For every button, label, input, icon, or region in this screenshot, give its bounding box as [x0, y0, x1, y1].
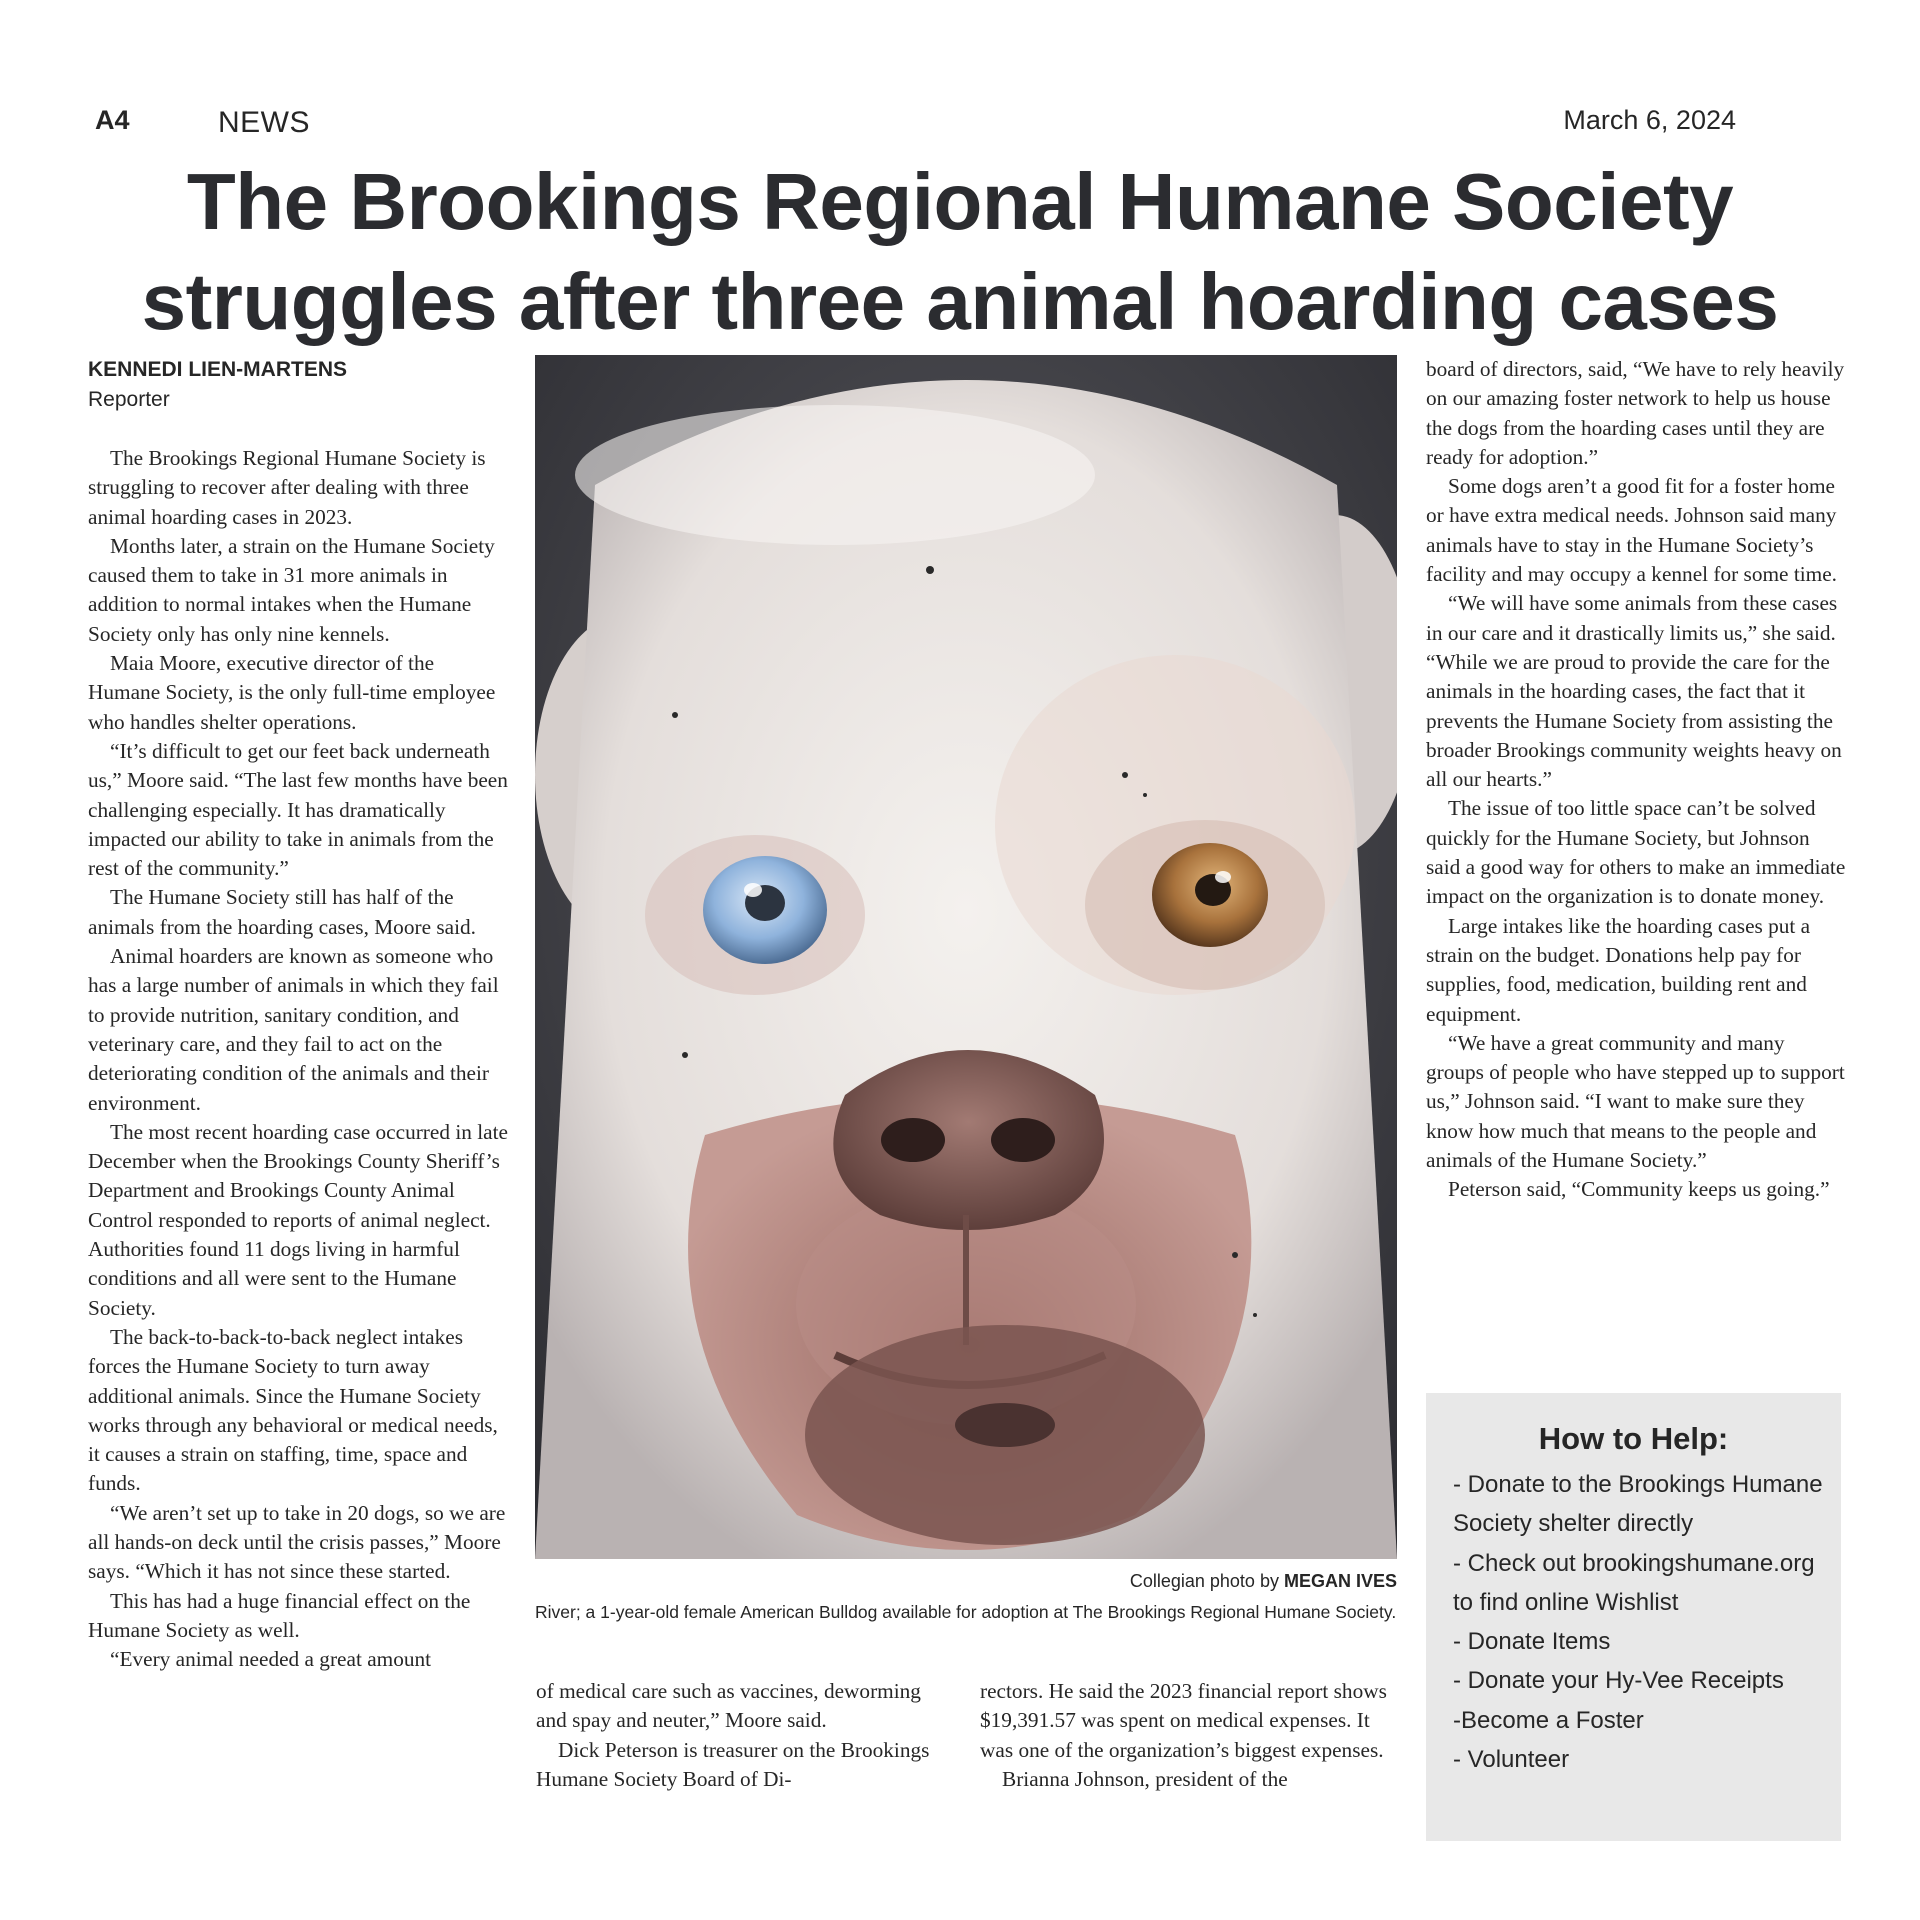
- how-to-help-box: [1426, 1393, 1841, 1841]
- article-column-1: [88, 444, 508, 1674]
- paragraph: The issue of too little space can’t be solved quickly for the Humane Society, but Johnson said a good way for others to make an immediate impact on the organization is to donate money.: [1426, 796, 1846, 909]
- help-item: - Donate Items: [1453, 1628, 1611, 1656]
- paragraph: Some dogs aren’t a good fit for a foster home or have extra medical needs. Johnson said many animals have to stay in the Humane Society’s facility and may occupy a kennel for some time.: [1426, 474, 1838, 587]
- help-item: - Volunteer: [1453, 1746, 1570, 1774]
- photo-credit: [535, 1571, 1397, 1592]
- paragraph: Large intakes like the hoarding cases put a strain on the budget. Donations help pay for supplies, food, medication, building rent and equipment.: [1426, 913, 1811, 1026]
- paragraph: The Brookings Regional Humane Society is struggling to recover after dealing with three animal hoarding cases in 2023.: [88, 446, 486, 529]
- paragraph: board of directors, said, “We have to rely heavily on our amazing foster network to help us house the dogs from the hoarding cases until they are ready for adoption.”: [1426, 357, 1845, 469]
- paragraph: of medical care such as vaccines, deworming and spay and neuter,” Moore said.: [536, 1679, 921, 1733]
- photo-caption: River; a 1-year-old female American Bulldog available for adoption at The Brookings Regional Humane Society.: [535, 1602, 1397, 1622]
- help-item: - Check out brookingshumane.org to find online Wishlist: [1453, 1549, 1815, 1616]
- paragraph: Maia Moore, executive director of the Humane Society, is the only full-time employee who handles shelter operations.: [88, 651, 496, 734]
- page-number: A4: [95, 105, 130, 135]
- paragraph: “We have a great community and many groups of people who have stepped up to support us,” Johnson said. “I want to make sure they know how much that means to the people and animals of the Humane Society.”: [1426, 1030, 1845, 1173]
- paragraph: The back-to-back-to-back neglect intakes forces the Humane Society to turn away additional animals. Since the Humane Society works through any behavioral or medical needs, it causes a strain on staffing, time, space and funds.: [88, 1324, 498, 1496]
- headline-line-1: The Brookings Regional Humane Society: [186, 157, 1734, 246]
- headline: [40, 152, 1880, 352]
- paragraph: “Every animal needed a great amount: [110, 1647, 432, 1672]
- section-label: NEWS: [218, 106, 310, 139]
- headline-line-2: struggles after three animal hoarding cases: [141, 257, 1779, 346]
- article-column-2: [536, 1677, 936, 1794]
- photographer-name: MEGAN IVES: [1283, 1571, 1397, 1591]
- byline-name: KENNEDI LIEN-MARTENS: [88, 358, 348, 381]
- paragraph: “It’s difficult to get our feet back underneath us,” Moore said. “The last few months have been challenging especially. It has dramatically impacted our ability to take in animals from the rest of the community.”: [88, 738, 508, 881]
- help-item: - Donate to the Brookings Humane Society shelter directly: [1453, 1471, 1823, 1538]
- paragraph: Brianna Johnson, president of the: [1002, 1766, 1288, 1791]
- article-column-4: [1426, 355, 1846, 1205]
- paragraph: “We aren’t set up to take in 20 dogs, so we are all hands-on deck until the crisis passes,” Moore says. “Which it has not since these started.: [88, 1500, 506, 1584]
- paragraph: Peterson said, “Community keeps us going.”: [1448, 1177, 1830, 1202]
- bulldog-photo-illustration: [535, 355, 1397, 1559]
- help-item: -Become a Foster: [1453, 1706, 1644, 1734]
- paragraph: Months later, a strain on the Humane Society caused them to take in 31 more animals in addition to normal intakes when the Humane Society only has only nine kennels.: [88, 533, 495, 646]
- how-to-help-title: How to Help:: [1538, 1421, 1729, 1456]
- paragraph: The Humane Society still has half of the animals from the hoarding cases, Moore said.: [88, 885, 476, 939]
- photo-credit-prefix: Collegian photo by: [1129, 1571, 1279, 1591]
- dog-photo: [535, 355, 1397, 1559]
- paragraph: Animal hoarders are known as someone who has a large number of animals in which they fail to provide nutrition, sanitary condition, and veterinary care, and they fail to act on the deteriorating condition of the animals and their environment.: [88, 944, 499, 1115]
- how-to-help-list: [1453, 1465, 1823, 1779]
- article-column-3: [980, 1677, 1400, 1794]
- issue-date: March 6, 2024: [1563, 105, 1736, 135]
- paragraph: rectors. He said the 2023 financial report shows $19,391.57 was spent on medical expenses. It was one of the organization’s biggest expenses.: [980, 1679, 1387, 1762]
- paragraph: “We will have some animals from these cases in our care and it drastically limits us,” she said. “While we are proud to provide the care for the animals in the hoarding cases, the fact that it prevents the Humane Society from assisting the broader Brookings community weights heavy on all our hearts.”: [1426, 591, 1842, 792]
- paragraph: This has had a huge financial effect on the Humane Society as well.: [88, 1588, 471, 1642]
- byline-role: Reporter: [88, 388, 170, 411]
- help-item: - Donate your Hy-Vee Receipts: [1453, 1667, 1784, 1695]
- paragraph: The most recent hoarding case occurred in late December when the Brookings County Sheriff’s Department and Brookings County Animal Control responded to reports of animal neglect. Authorities found 11 dogs living in harmful conditions and all were sent to the Humane Society.: [88, 1119, 508, 1320]
- paragraph: Dick Peterson is treasurer on the Brookings Humane Society Board of Di-: [536, 1737, 930, 1791]
